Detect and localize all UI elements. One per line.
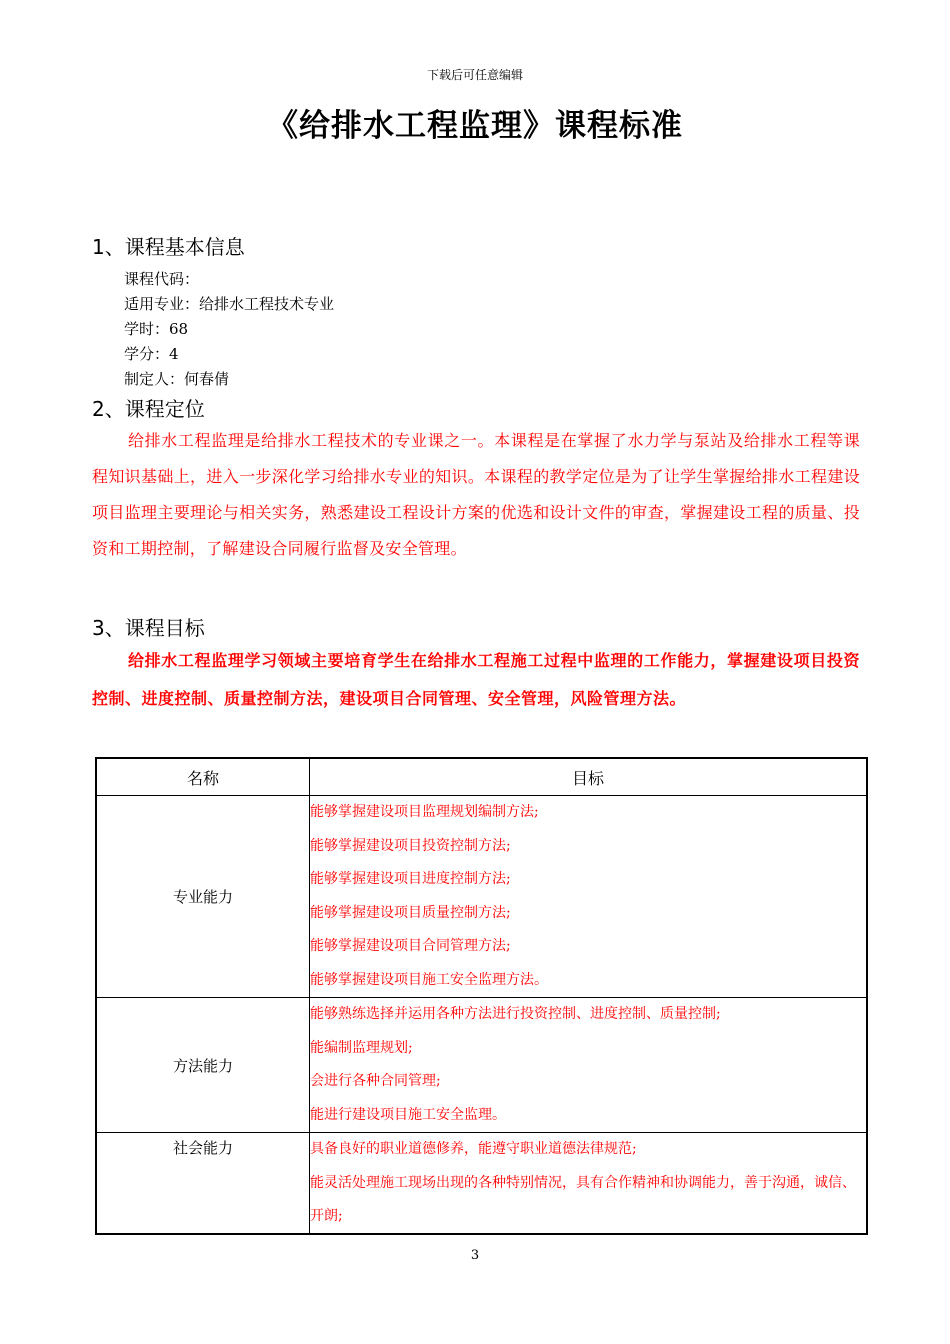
- row-items: [310, 796, 868, 998]
- table-row: [96, 1133, 867, 1234]
- course-code: 课程代码：: [124, 270, 200, 288]
- section-3-paragraph: 给排水工程监理学习领域主要培育学生在给排水工程施工过程中监理的工作能力，掌握建设项目投资控制、进度控制、质量控制方法，建设项目合同管理、安全管理，风险管理方法。: [92, 651, 860, 708]
- list-item: 能够熟练选择并运用各种方法进行投资控制、进度控制、质量控制;: [310, 1006, 721, 1022]
- list-item: 能够掌握建设项目进度控制方法;: [310, 871, 511, 887]
- list-item: 能够掌握建设项目质量控制方法;: [310, 904, 511, 921]
- table-header-row: [96, 758, 867, 796]
- row-items: [310, 998, 868, 1133]
- section-3-heading: 3、课程目标: [92, 616, 205, 640]
- document-title: 《给排水工程监理》课程标准: [267, 108, 683, 144]
- row-items: [310, 1133, 868, 1234]
- header-goal: 目标: [310, 758, 868, 796]
- table-row: [96, 998, 867, 1133]
- page-number: 3: [470, 1248, 480, 1263]
- row-name: 方法能力: [96, 998, 310, 1133]
- table-row: [96, 796, 867, 998]
- course-credits: 学分：4: [124, 345, 179, 363]
- section-2-paragraph: 给排水工程监理是给排水工程技术的专业课之一。本课程是在掌握了水力学与泵站及给排水工程等课程知识基础上，进入一步深化学习给排水专业的知识。本课程的教学定位是为了让学生掌握给排水工程建设项目监理主要理论与相关实务，熟悉建设工程设计方案的优选和设计文件的审查，掌握建设工程的质量、投资和工期控制，了解建设合同履行监督及安全管理。: [92, 431, 860, 558]
- list-item: 能编制监理规划;: [310, 1039, 413, 1056]
- course-author: 制定人：何春倩: [124, 370, 230, 388]
- row-name: 社会能力: [96, 1133, 310, 1234]
- page-header: 下载后可任意编辑: [426, 68, 523, 82]
- list-item: 会进行各种合同管理;: [310, 1073, 441, 1089]
- course-major: 适用专业：给排水工程技术专业: [124, 295, 335, 313]
- goals-table: [95, 757, 868, 1235]
- course-info: [124, 267, 334, 392]
- section-2-heading: 2、课程定位: [92, 397, 205, 421]
- course-hours: 学时：68: [124, 320, 189, 338]
- header-name: 名称: [96, 758, 310, 796]
- list-item: 能灵活处理施工现场出现的各种特别情况，具有合作精神和协调能力，善于沟通，诚信、开朗;: [310, 1174, 856, 1224]
- list-item: 能够掌握建设项目施工安全监理方法。: [310, 971, 548, 988]
- row-name: 专业能力: [96, 796, 310, 998]
- list-item: 能够掌握建设项目投资控制方法;: [310, 837, 511, 854]
- list-item: 能够掌握建设项目监理规划编制方法;: [310, 804, 539, 820]
- list-item: 能进行建设项目施工安全监理。: [310, 1106, 506, 1123]
- list-item: 能够掌握建设项目合同管理方法;: [310, 938, 511, 954]
- list-item: 具备良好的职业道德修养，能遵守职业道德法律规范;: [310, 1141, 637, 1157]
- section-1-heading: 1、课程基本信息: [92, 235, 245, 259]
